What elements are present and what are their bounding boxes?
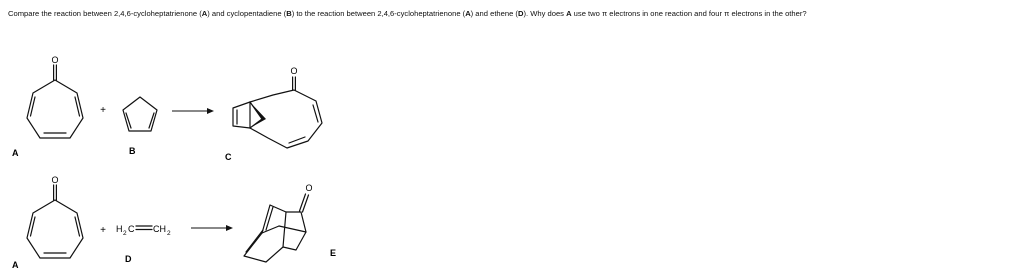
label-a: A [12,148,19,158]
cycloadduct-c-structure [233,77,322,148]
label-d: D [125,254,132,264]
compound-ref-a: A [465,9,471,18]
formula-h: H [116,224,123,234]
label-e: E [330,248,337,258]
formula-subscript: 2 [123,230,127,237]
oxygen-atom: O [305,183,313,193]
ethene-d-formula [116,224,171,237]
label-c: C [225,152,232,162]
oxygen-atom: O [290,66,298,76]
oxygen-atom: O [51,55,59,65]
arrow-head [226,225,233,231]
compound-ref-a: A [566,9,572,18]
tropone-a-structure-1 [27,65,83,138]
formula-c: C [128,224,135,234]
cycloadduct-e-structure [244,194,309,262]
plus-sign: + [100,225,106,236]
compound-ref-a: A [201,9,208,18]
tropone-a-structure-2 [27,185,83,258]
question-text: Compare the reaction between 2,4,6-cycloheptatrienone (A) and cyclopentadiene (B) to the reaction between 2,4,6-cycloheptatrienone (A) and ethene (D). Why does A use two π electrons in one reaction and four π electrons in the other? [8,9,807,18]
formula-subscript: 2 [167,230,171,237]
cyclopentadiene-b-structure [123,97,157,131]
plus-sign: + [100,105,106,116]
label-b: B [129,146,136,156]
compound-ref-d: D [517,9,524,18]
formula-ch: CH [153,224,166,234]
oxygen-atom: O [51,175,59,185]
arrow-head [207,108,214,114]
compound-ref-b: B [286,9,292,18]
label-a: A [12,260,19,270]
